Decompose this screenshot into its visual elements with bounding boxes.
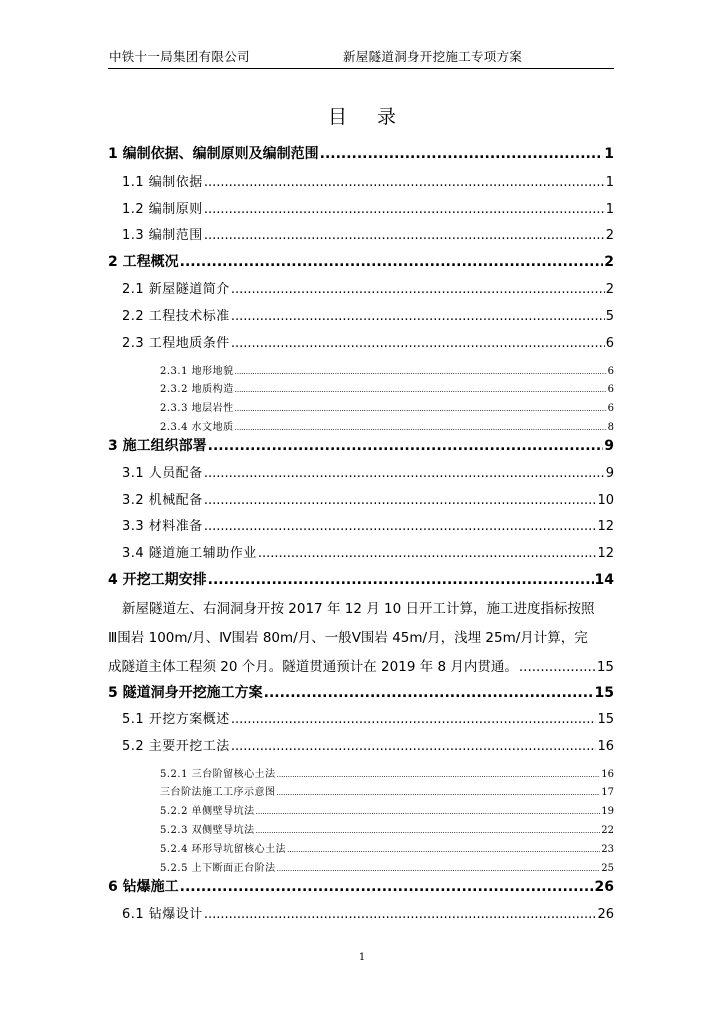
- toc-entry-page: 12: [597, 546, 614, 561]
- toc-entry-text: 5.2.3 双侧壁导坑法: [160, 825, 255, 836]
- toc-entry-text: 6.1 钻爆设计: [122, 907, 203, 922]
- toc-entry[interactable]: [160, 859, 614, 874]
- toc-entry-page: 6: [605, 336, 614, 351]
- toc-entry[interactable]: [108, 143, 614, 163]
- toc-entry[interactable]: [108, 569, 614, 589]
- document-title-header: 新屋隧道洞身开挖施工专项方案: [343, 49, 523, 64]
- page-header: [108, 50, 614, 66]
- toc-entry-page: 15: [594, 685, 614, 701]
- toc-entry-page: 6: [607, 384, 614, 395]
- toc-entry-text: 2.3 工程地质条件: [122, 336, 230, 351]
- dot-leader: [231, 309, 605, 324]
- toc-entry-text: 2 工程概况: [108, 254, 179, 270]
- dot-leader: [235, 424, 607, 432]
- toc-entry-page: 16: [601, 769, 614, 780]
- toc-entry-page: 1: [605, 202, 614, 217]
- toc-entry-text: 2.3.2 地质构造: [160, 384, 234, 395]
- toc-entry[interactable]: [160, 418, 614, 433]
- toc-entry-text: 1.1 编制依据: [122, 175, 203, 190]
- toc-entry-text: 3.2 机械配备: [122, 493, 203, 508]
- toc-entry[interactable]: [122, 489, 614, 508]
- toc-entry-page: 26: [597, 907, 614, 922]
- toc-entry-page: 26: [594, 879, 614, 895]
- toc-entry-text: 2.1 新屋隧道简介: [122, 282, 230, 297]
- dot-leader: [204, 202, 605, 217]
- toc-entry-page: 2: [604, 254, 614, 270]
- toc-entry-text: 1.2 编制原则: [122, 202, 203, 217]
- page-number: 1: [358, 952, 366, 963]
- toc-entry-page: 12: [597, 519, 614, 534]
- dot-leader: [231, 336, 605, 351]
- toc-entry-text: 5.2.2 单侧壁导坑法: [160, 806, 255, 817]
- toc-entry[interactable]: [122, 224, 614, 243]
- toc-entry-text: 6 钻爆施工: [108, 879, 179, 895]
- toc-entry-page: 2: [605, 228, 614, 243]
- paragraph-line-2: Ⅲ围岩 100m/月、Ⅳ围岩 80m/月、一般Ⅴ围岩 45m/月，浅埋 25m/月计算，完: [108, 630, 588, 646]
- dot-leader: [180, 879, 594, 895]
- toc-entry-text: 5.2.1 三台阶留核心土法: [160, 769, 276, 780]
- toc-entry-page: 5: [605, 309, 614, 324]
- dot-leader: [204, 175, 605, 190]
- dot-leader: [231, 712, 597, 727]
- toc-entry-page: 6: [607, 366, 614, 377]
- toc-entry-page: 16: [597, 739, 614, 754]
- dot-leader: [235, 368, 607, 376]
- dot-leader: [208, 438, 604, 454]
- toc-entry-page: 14: [594, 572, 614, 588]
- dot-leader: [231, 739, 597, 754]
- company-name: 中铁十一局集团有限公司: [109, 49, 250, 64]
- toc-entry-page: 9: [605, 466, 614, 481]
- dot-leader: [256, 827, 601, 835]
- toc-entry[interactable]: [160, 802, 614, 817]
- dot-leader: [180, 254, 604, 270]
- dot-leader: [258, 546, 597, 561]
- toc-entry[interactable]: [108, 876, 614, 896]
- toc-entry-page: 15: [597, 712, 614, 727]
- toc-entry[interactable]: [160, 821, 614, 836]
- dot-leader: [277, 771, 601, 779]
- toc-entry[interactable]: [122, 462, 614, 481]
- toc-entry[interactable]: [108, 435, 614, 455]
- toc-entry-page: 8: [607, 422, 614, 433]
- dot-leader: [208, 572, 594, 588]
- toc-entry[interactable]: [122, 278, 614, 297]
- dot-leader: [231, 282, 605, 297]
- toc-entry-text: 3.1 人员配备: [122, 466, 203, 481]
- toc-entry[interactable]: [122, 332, 614, 351]
- toc-entry[interactable]: [160, 362, 614, 377]
- dot-leader: [204, 493, 597, 508]
- toc-entry[interactable]: [160, 399, 614, 414]
- paragraph-line-3: 成隧道主体工程须 20 个月。隧道贯通预计在 2019 年 8 月内贯通。: [108, 659, 518, 675]
- toc-entry[interactable]: [122, 708, 614, 727]
- toc-entry[interactable]: [122, 515, 614, 534]
- dot-leader: [277, 865, 601, 873]
- dot-leader: [256, 808, 601, 816]
- toc-title: 目 录: [327, 106, 409, 128]
- toc-entry-text: 5.2.4 环形导坑留核心土法: [160, 844, 287, 855]
- toc-entry-text: 3 施工组织部署: [108, 438, 207, 454]
- toc-entry-page: 2: [605, 282, 614, 297]
- toc-entry[interactable]: [160, 783, 614, 798]
- toc-entry-page: 1: [605, 175, 614, 190]
- toc-entry-page: 22: [601, 825, 614, 836]
- toc-entry-text: 4 开挖工期安排: [108, 572, 207, 588]
- toc-entry-page: 1: [604, 146, 614, 162]
- toc-entry-text: 3.4 隧道施工辅助作业: [122, 546, 257, 561]
- paragraph-line-3-row: [108, 655, 614, 675]
- toc-entry-text: 2.2 工程技术标准: [122, 309, 230, 324]
- toc-entry-text: 5 隧道洞身开挖施工方案: [108, 685, 263, 701]
- toc-entry-text: 3.3 材料准备: [122, 519, 203, 534]
- toc-entry[interactable]: [160, 765, 614, 780]
- paragraph-page: 15: [596, 659, 614, 675]
- toc-entry[interactable]: [122, 171, 614, 190]
- dot-leader: [204, 228, 605, 243]
- toc-entry-text: 三台阶法施工工序示意图: [160, 787, 276, 798]
- dot-leader: [235, 386, 607, 394]
- toc-entry-text: 2.3.3 地层岩性: [160, 403, 234, 414]
- toc-entry-text: 5.2 主要开挖工法: [122, 739, 230, 754]
- dot-leader: [204, 907, 597, 922]
- paragraph-line-1: 新屋隧道左、右洞洞身开按 2017 年 12 月 10 日开工计算，施工进度指标按照: [122, 601, 595, 617]
- toc-entry-page: 9: [604, 438, 614, 454]
- toc-entry-page: 25: [601, 863, 614, 874]
- toc-entry-text: 1.3 编制范围: [122, 228, 203, 243]
- toc-entry-page: 23: [601, 844, 614, 855]
- toc-entry-page: 19: [601, 806, 614, 817]
- dot-leader: [287, 846, 600, 854]
- toc-entry[interactable]: [122, 903, 614, 922]
- toc-entry[interactable]: [122, 542, 614, 561]
- dot-leader: [204, 519, 597, 534]
- toc-entry[interactable]: [122, 305, 614, 324]
- dot-leader: [320, 146, 604, 162]
- toc-entry-text: 2.3.1 地形地貌: [160, 366, 234, 377]
- toc-entry[interactable]: [160, 380, 614, 395]
- toc-entry-text: 2.3.4 水文地质: [160, 422, 234, 433]
- toc-entry[interactable]: [108, 682, 614, 702]
- toc-entry-page: 17: [601, 787, 614, 798]
- toc-entry-text: 1 编制依据、编制原则及编制范围: [108, 146, 319, 162]
- toc-entry[interactable]: [160, 840, 614, 855]
- toc-entry-page: 10: [597, 493, 614, 508]
- toc-entry[interactable]: [122, 735, 614, 754]
- dot-leader: [519, 659, 596, 675]
- toc-entry[interactable]: [122, 198, 614, 217]
- header-rule: [108, 68, 614, 69]
- dot-leader: [235, 405, 607, 413]
- dot-leader: [204, 466, 605, 481]
- toc-entry[interactable]: [108, 251, 614, 271]
- toc-entry-text: 5.2.5 上下断面正台阶法: [160, 863, 276, 874]
- dot-leader: [264, 685, 594, 701]
- toc-entry-page: 6: [607, 403, 614, 414]
- toc-entry-text: 5.1 开挖方案概述: [122, 712, 230, 727]
- dot-leader: [277, 789, 601, 797]
